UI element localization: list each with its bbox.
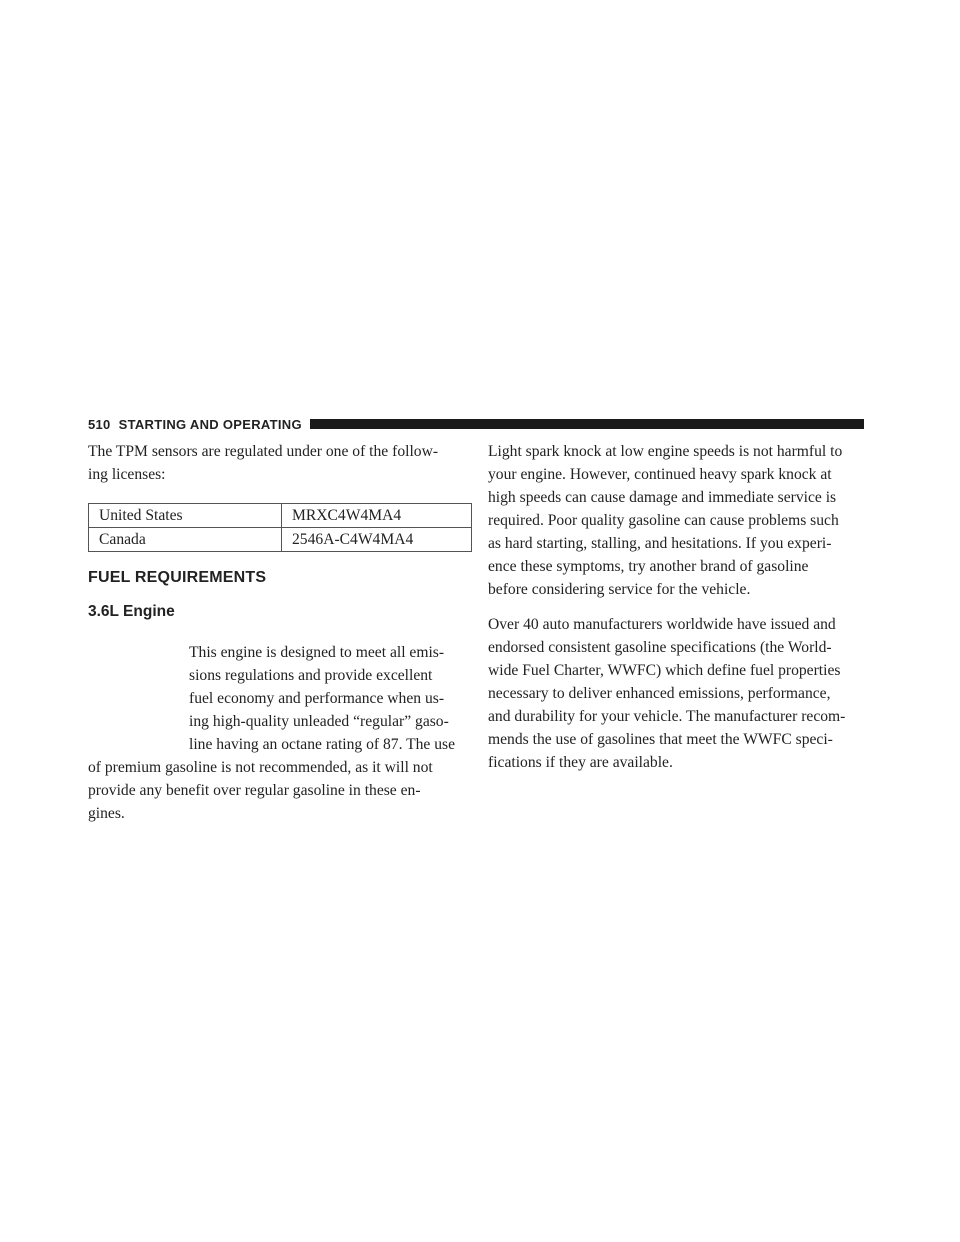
spark-knock-paragraph (488, 440, 864, 601)
subsection-heading: 3.6L Engine (88, 603, 175, 620)
license-table (88, 503, 472, 552)
text-line: ence these symptoms, try another brand of gasoline (488, 558, 809, 575)
text-line: provide any benefit over regular gasoline in these en- (88, 782, 421, 799)
indented-text (88, 641, 472, 756)
text-line: fications if they are available. (488, 754, 673, 771)
text-line: sions regulations and provide excellent (189, 667, 433, 684)
text-line: as hard starting, stalling, and hesitations. If you experi- (488, 535, 832, 552)
page-number: 510 (88, 416, 111, 432)
table-row (89, 528, 472, 552)
text-line: endorsed consistent gasoline specifications (the World- (488, 639, 832, 656)
text-line: ing high-quality unleaded “regular” gaso- (189, 713, 449, 730)
text-line: of premium gasoline is not recommended, as it will not (88, 759, 433, 776)
text-line: high speeds can cause damage and immediate service is (488, 489, 837, 506)
text-line: This engine is designed to meet all emis- (189, 644, 445, 661)
text-line: Over 40 auto manufacturers worldwide have issued and (488, 616, 836, 633)
table-cell-region: United States (89, 504, 282, 528)
text-line: ing licenses: (88, 466, 166, 483)
full-width-text (88, 756, 472, 825)
text-line: mends the use of gasolines that meet the WWFC speci- (488, 731, 833, 748)
text-line: necessary to deliver enhanced emissions, performance, (488, 685, 831, 702)
table-cell-license: MRXC4W4MA4 (282, 504, 472, 528)
text-line: wide Fuel Charter, WWFC) which define fuel properties (488, 662, 841, 679)
left-column (88, 440, 472, 825)
text-line: and durability for your vehicle. The manufacturer recom- (488, 708, 846, 725)
text-line: line having an octane rating of 87. The use (189, 736, 456, 753)
section-heading: FUEL REQUIREMENTS (88, 569, 267, 586)
table-cell-license: 2546A-C4W4MA4 (282, 528, 472, 552)
header-rule (310, 419, 864, 429)
text-line: required. Poor quality gasoline can cause problems such (488, 512, 839, 529)
section-title: STARTING AND OPERATING (118, 416, 302, 432)
text-line: before considering service for the vehicle. (488, 581, 751, 598)
table-row (89, 504, 472, 528)
right-column (488, 440, 864, 774)
wwfc-paragraph (488, 613, 864, 774)
page-header (88, 414, 864, 434)
table-cell-region: Canada (89, 528, 282, 552)
text-line: your engine. However, continued heavy spark knock at (488, 466, 832, 483)
text-line: Light spark knock at low engine speeds is not harmful to (488, 443, 843, 460)
text-line: The TPM sensors are regulated under one of the follow- (88, 443, 439, 460)
engine-paragraph (88, 641, 472, 825)
text-line: gines. (88, 805, 125, 822)
text-line: fuel economy and performance when us- (189, 690, 445, 707)
intro-paragraph (88, 440, 472, 486)
